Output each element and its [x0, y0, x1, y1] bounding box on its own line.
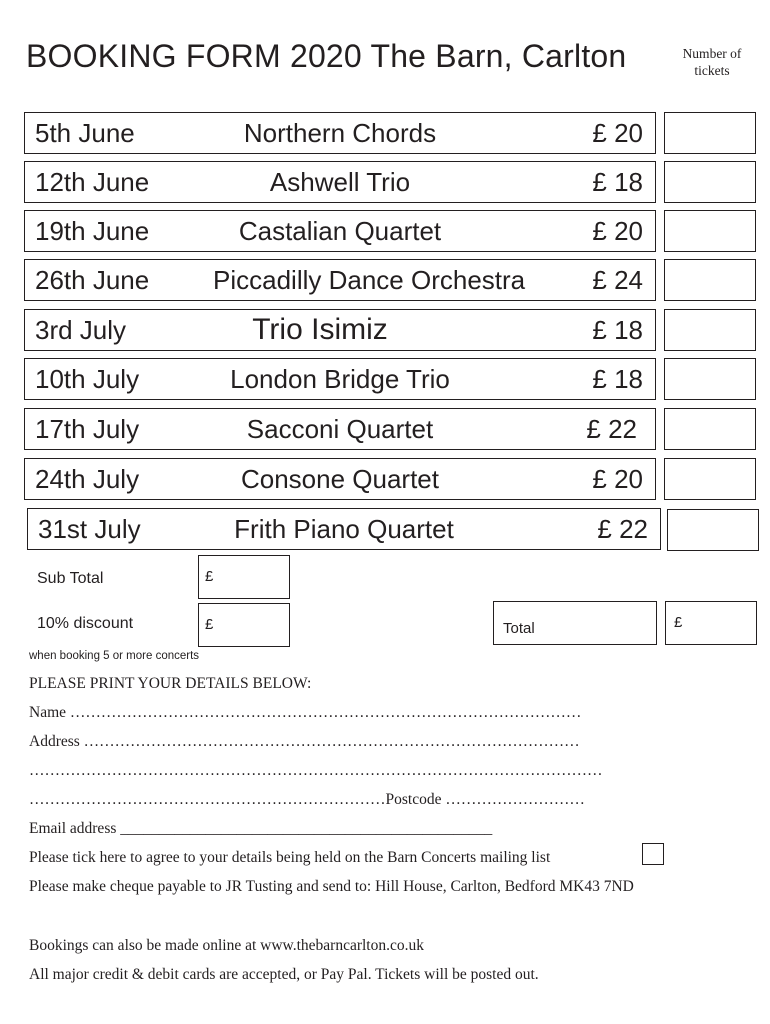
concert-date: 19th June	[35, 216, 150, 246]
concert-price: £ 18	[592, 364, 643, 394]
concert-price: £ 20	[592, 118, 643, 148]
concert-date: 17th July	[35, 414, 140, 444]
currency-symbol: £	[205, 568, 214, 585]
email-field[interactable]: Email address ________________________________________________	[29, 820, 493, 837]
total-label: Total	[503, 620, 535, 637]
ticket-count-box[interactable]	[667, 509, 759, 551]
currency-symbol: £	[205, 616, 214, 633]
ticket-count-box[interactable]	[664, 161, 756, 203]
cheque-instructions: Please make cheque payable to JR Tusting and send to: Hill House, Carlton, Bedford MK43 7ND	[29, 878, 634, 895]
concert-name: Frith Piano Quartet	[234, 514, 454, 544]
concert-price: £ 20	[592, 216, 643, 246]
concert-name: Trio Isimiz	[252, 313, 388, 346]
concert-row	[27, 508, 661, 550]
mailing-list-consent: Please tick here to agree to your details being held on the Barn Concerts mailing list	[29, 849, 551, 866]
discount-note: when booking 5 or more concerts	[29, 650, 200, 662]
tickets-column-header	[668, 45, 756, 79]
form-title: BOOKING FORM 2020 The Barn, Carlton	[26, 38, 627, 74]
tickets-header-line2: tickets	[694, 63, 730, 78]
concert-date: 12th June	[35, 167, 150, 197]
concert-name: Castalian Quartet	[238, 216, 442, 246]
online-booking-note: Bookings can also be made online at www.thebarncarlton.co.uk	[29, 937, 424, 954]
ticket-count-box[interactable]	[664, 358, 756, 400]
discount-label: 10% discount	[37, 615, 134, 632]
ticket-count-box[interactable]	[664, 458, 756, 500]
concert-date: 5th June	[35, 118, 135, 148]
concert-name: Consone Quartet	[240, 464, 439, 494]
concert-row	[24, 112, 656, 154]
concert-row	[24, 408, 656, 450]
discount-box[interactable]	[198, 603, 290, 647]
details-heading: PLEASE PRINT YOUR DETAILS BELOW:	[29, 675, 312, 692]
concert-name: Sacconi Quartet	[246, 414, 434, 444]
concert-date: 24th July	[35, 464, 140, 494]
mailing-list-checkbox[interactable]	[642, 843, 664, 865]
total-label-box	[493, 601, 657, 645]
address-field[interactable]: Address ……………………………………………………………………………………	[29, 733, 580, 750]
subtotal-label: Sub Total	[37, 570, 104, 587]
concert-name: Northern Chords	[243, 118, 437, 148]
concert-date: 26th June	[35, 265, 150, 295]
concert-price: £ 20	[592, 464, 643, 494]
tickets-header-line1: Number of	[682, 46, 742, 61]
concert-date: 10th July	[35, 364, 140, 394]
concert-date: 31st July	[38, 514, 141, 544]
postcode-field[interactable]: ……………………………………………………………Postcode ………………………	[29, 791, 585, 808]
concert-name: Ashwell Trio	[269, 167, 411, 197]
address-field-line2[interactable]: …………………………………………………………………………………………………	[29, 762, 603, 779]
concert-row	[24, 161, 656, 203]
concert-name: Piccadilly Dance Orchestra	[213, 265, 526, 295]
concert-row	[24, 309, 656, 351]
concert-row	[24, 458, 656, 500]
concert-price: £ 18	[592, 315, 643, 345]
concert-name: London Bridge Trio	[230, 364, 450, 394]
ticket-count-box[interactable]	[664, 112, 756, 154]
concert-price: £ 22	[586, 414, 637, 444]
currency-symbol: £	[674, 614, 683, 631]
concert-date: 3rd July	[35, 315, 127, 345]
ticket-count-box[interactable]	[664, 309, 756, 351]
name-field[interactable]: Name ………………………………………………………………………………………	[29, 704, 582, 721]
ticket-count-box[interactable]	[664, 408, 756, 450]
ticket-count-box[interactable]	[664, 210, 756, 252]
total-box[interactable]	[665, 601, 757, 645]
concert-row	[24, 210, 656, 252]
concert-price: £ 22	[597, 514, 648, 544]
ticket-count-box[interactable]	[664, 259, 756, 301]
concert-price: £ 24	[592, 265, 643, 295]
concert-row	[24, 259, 656, 301]
subtotal-box[interactable]	[198, 555, 290, 599]
payment-note: All major credit & debit cards are accepted, or Pay Pal. Tickets will be posted out.	[29, 966, 539, 983]
concert-price: £ 18	[592, 167, 643, 197]
concert-row	[24, 358, 656, 400]
